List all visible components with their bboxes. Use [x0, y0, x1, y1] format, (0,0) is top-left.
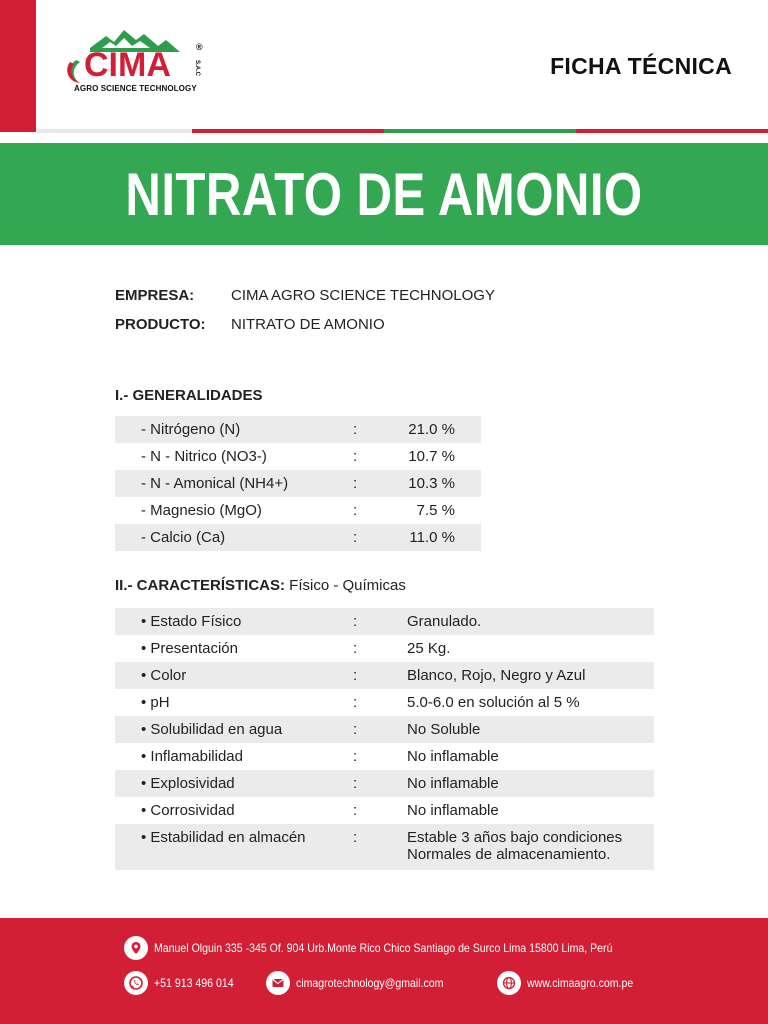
- table-row: [115, 689, 654, 716]
- divider-stripe: [36, 129, 192, 133]
- row-value: Blanco, Rojo, Negro y Azul: [407, 667, 586, 684]
- row-label: • Presentación: [141, 640, 238, 657]
- row-colon: :: [353, 613, 358, 630]
- meta-value: NITRATO DE AMONIO: [231, 316, 385, 333]
- brand-tagline: AGRO SCIENCE TECHNOLOGY: [74, 84, 197, 93]
- svg-text:®: ®: [196, 42, 203, 52]
- row-label: - Nitrógeno (N): [141, 421, 241, 438]
- table-row: [115, 743, 654, 770]
- row-colon: :: [353, 775, 358, 792]
- table-row: [115, 524, 481, 551]
- table-row: [115, 662, 654, 689]
- row-value: 25 Kg.: [407, 640, 451, 657]
- row-label: • Estado Físico: [141, 613, 242, 630]
- row-colon: :: [353, 802, 358, 819]
- row-colon: :: [353, 694, 358, 711]
- row-label: • Estabilidad en almacén: [141, 829, 306, 846]
- table-row: [115, 470, 481, 497]
- meta-value: CIMA AGRO SCIENCE TECHNOLOGY: [231, 287, 495, 304]
- row-label: - Calcio (Ca): [141, 529, 226, 546]
- section-title-generalidades: I.- GENERALIDADES: [115, 387, 263, 404]
- row-label: • Inflamabilidad: [141, 748, 243, 765]
- table-row: [115, 416, 481, 443]
- row-colon: :: [353, 829, 358, 846]
- cima-logo: [62, 26, 222, 96]
- phone-text: +51 913 496 014: [154, 976, 234, 990]
- footer-phone[interactable]: [124, 971, 244, 995]
- divider-stripe: [192, 129, 384, 133]
- header-red-bar: [0, 0, 36, 132]
- table-row: [115, 635, 654, 662]
- table-row: [115, 443, 481, 470]
- row-colon: :: [353, 529, 358, 546]
- email-text: cimagrotechnology@gmail.com: [296, 976, 444, 990]
- table-row: [115, 770, 654, 797]
- row-colon: :: [353, 640, 358, 657]
- row-value: [407, 829, 622, 863]
- svg-text:S.A.C: S.A.C: [194, 60, 200, 77]
- address-text: Manuel Olguin 335 -345 Of. 904 Urb.Monte Rico Chico Santiago de Surco Lima 15800 Lima, Perú: [154, 941, 613, 955]
- table-row: [115, 797, 654, 824]
- row-colon: :: [353, 721, 358, 738]
- row-colon: :: [353, 502, 358, 519]
- row-label: • Corrosividad: [141, 802, 235, 819]
- row-label: - N - Amonical (NH4+): [141, 475, 289, 492]
- row-value: 7.5 %: [416, 502, 455, 519]
- footer: [0, 918, 768, 1024]
- row-label: • pH: [141, 694, 170, 711]
- row-value: 10.3 %: [408, 475, 455, 492]
- row-value: 21.0 %: [408, 421, 455, 438]
- product-title: NITRATO DE AMONIO: [125, 161, 643, 228]
- row-value: No Soluble: [407, 721, 481, 738]
- meta-label: PRODUCTO:: [115, 316, 206, 333]
- table-row: [115, 608, 654, 635]
- row-value: No inflamable: [407, 775, 499, 792]
- section-title-main: II.- CARACTERÍSTICAS:: [115, 577, 285, 594]
- footer-email[interactable]: [266, 971, 464, 995]
- meta-label: EMPRESA:: [115, 287, 195, 304]
- table-row: [115, 824, 654, 870]
- title-banner: [0, 143, 768, 245]
- footer-website[interactable]: [497, 971, 648, 995]
- section-title-sub: Físico - Químicas: [289, 577, 406, 594]
- row-label: • Color: [141, 667, 187, 684]
- svg-text:CIMA: CIMA: [84, 46, 171, 84]
- row-colon: :: [353, 421, 358, 438]
- row-label: - Magnesio (MgO): [141, 502, 262, 519]
- whatsapp-icon: [124, 971, 148, 995]
- row-value: Granulado.: [407, 613, 482, 630]
- row-value: 10.7 %: [408, 448, 455, 465]
- globe-icon: [497, 971, 521, 995]
- row-value-line: Normales de almacenamiento.: [407, 846, 611, 863]
- table-row: [115, 716, 654, 743]
- section-title-caracteristicas: [115, 577, 406, 594]
- divider-stripe: [384, 129, 576, 133]
- mail-icon: [266, 971, 290, 995]
- table-row: [115, 497, 481, 524]
- row-colon: :: [353, 448, 358, 465]
- footer-address: [124, 936, 675, 960]
- row-colon: :: [353, 667, 358, 684]
- row-colon: :: [353, 475, 358, 492]
- row-value: No inflamable: [407, 748, 499, 765]
- row-value-line: Estable 3 años bajo condiciones: [407, 829, 623, 846]
- website-text: www.cimaagro.com.pe: [527, 976, 634, 990]
- location-pin-icon: [124, 936, 148, 960]
- divider-stripe: [576, 129, 768, 133]
- row-value: No inflamable: [407, 802, 499, 819]
- row-value: 11.0 %: [409, 529, 455, 546]
- row-colon: :: [353, 748, 358, 765]
- row-label: • Solubilidad en agua: [141, 721, 283, 738]
- document-type: FICHA TÉCNICA: [550, 53, 732, 79]
- row-value: 5.0-6.0 en solución al 5 %: [407, 694, 580, 711]
- row-label: - N - Nitrico (NO3-): [141, 448, 267, 465]
- row-label: • Explosividad: [141, 775, 235, 792]
